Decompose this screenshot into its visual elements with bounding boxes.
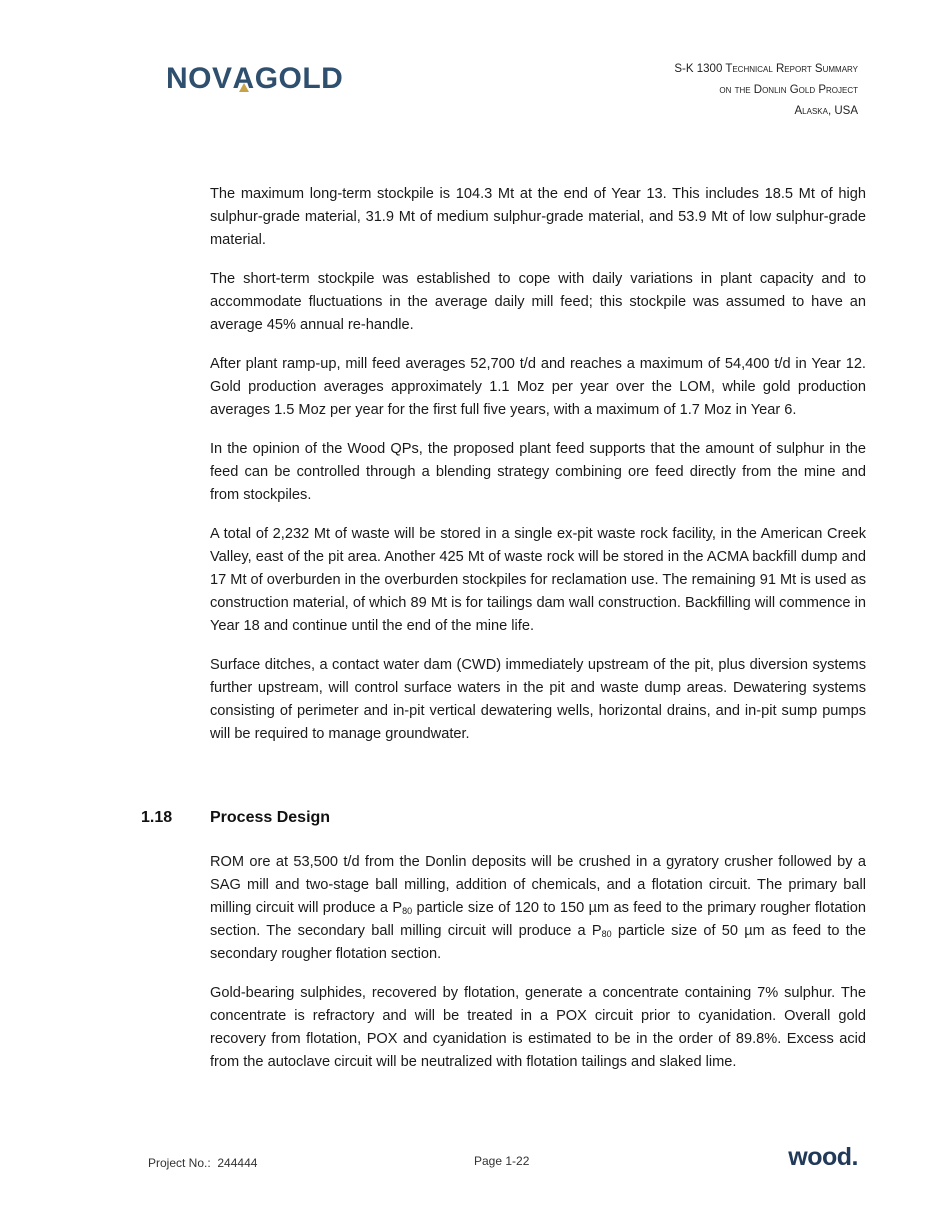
header-line-3: Alaska, USA — [794, 105, 858, 117]
subscript: 80 — [402, 906, 413, 916]
header-line-2: on the Donlin Gold Project — [719, 84, 858, 96]
novagold-logo — [166, 64, 343, 94]
text-part: ROM ore at 53,500 t/d from the Donlin deposits will be crushed in a gyratory crusher followed by a SAG mill and two-stage ball milling, addition of chemicals, and a flotation circuit. The primary ball milling circuit will produce a P — [210, 854, 866, 916]
page-number: Page 1-22 — [474, 1154, 530, 1168]
report-header — [674, 59, 858, 122]
text-part: particle size of 50 µm as feed to the secondary rougher flotation section. — [210, 923, 867, 962]
logo-a-with-triangle: A — [232, 62, 255, 95]
project-value: 244444 — [217, 1156, 258, 1170]
project-number — [148, 1156, 257, 1170]
wood-logo — [788, 1143, 858, 1172]
project-label: Project No.: — [148, 1156, 211, 1170]
logo-suffix: GOLD — [254, 62, 344, 95]
header-line-1: S-K 1300 Technical Report Summary — [674, 63, 858, 75]
paragraph-waste: A total of 2,232 Mt of waste will be stored in a single ex-pit waste rock facility, in the American Creek Valley, east of the pit area. Another 425 Mt of waste rock will be stored in the ACMA backfill dump and 17 Mt of overburden in the overburden stockpiles for reclamation use. The remaining 91 Mt is used as construction material, of which 89 Mt is for tailings dam wall construction. Backfilling will commence in Year 18 and continue until the end of the mine life. — [210, 526, 866, 634]
process-design-text — [210, 851, 866, 1090]
paragraph-plant-feed: In the opinion of the Wood QPs, the proposed plant feed supports that the amount of sulphur in the feed can be controlled through a blending strategy combining ore feed directly from the mine and from stockpiles. — [210, 441, 866, 503]
paragraph-stockpile: The maximum long-term stockpile is 104.3 Mt at the end of Year 13. This includes 18.5 Mt of high sulphur-grade material, 31.9 Mt of medium sulphur-grade material, and 53.9 Mt of low sulphur-grade material. — [210, 186, 866, 248]
section-heading — [141, 809, 330, 827]
section-number: 1.18 — [141, 809, 173, 826]
text-part: particle size of 120 to 150 µm as feed to the primary rougher flotation section. The secondary ball milling circuit will produce a P — [210, 900, 866, 939]
paragraph-rom-ore — [210, 851, 866, 966]
subscript: 80 — [601, 929, 612, 939]
logo-prefix: NOV — [166, 62, 233, 95]
wood-logo-dot: . — [851, 1143, 858, 1171]
wood-logo-text: wood — [788, 1143, 852, 1171]
section-title: Process Design — [210, 809, 331, 826]
paragraph-short-term-stockpile: The short-term stockpile was established to cope with daily variations in plant capacity and to accommodate fluctuations in the average daily mill feed; this stockpile was assumed to have an average 45% annual re-handle. — [210, 271, 866, 333]
paragraph-mill-feed: After plant ramp-up, mill feed averages 52,700 t/d and reaches a maximum of 54,400 t/d in Year 12. Gold production averages approximately 1.1 Moz per year over the LOM, while gold production averages 1.5 Moz per year for the first full five years, with a maximum of 1.7 Moz in Year 6. — [210, 356, 866, 418]
body-text — [210, 183, 866, 762]
paragraph-gold-bearing: Gold-bearing sulphides, recovered by flotation, generate a concentrate containing 7% sulphur. The concentrate is refractory and will be treated in a POX circuit prior to cyanidation. Overall gold recovery from flotation, POX and cyanidation is estimated to be in the order of 89.8%. Excess acid from the autoclave circuit will be neutralized with flotation tailings and slaked lime. — [210, 985, 866, 1070]
paragraph-water: Surface ditches, a contact water dam (CWD) immediately upstream of the pit, plus diversion systems further upstream, will control surface waters in the pit and waste dump areas. Dewatering systems consisting of perimeter and in-pit vertical dewatering wells, horizontal drains, and in-pit sump pumps will be required to manage groundwater. — [210, 657, 866, 742]
